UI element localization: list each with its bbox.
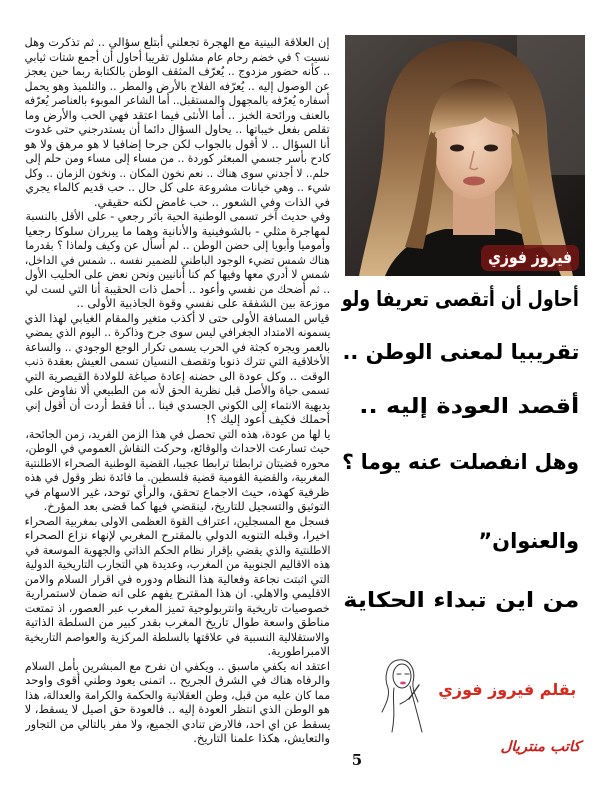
article-line [25, 702, 330, 717]
article-line-text: حلم.. لا أجدني سوى هناك .. نعم نخون المكان .. ونخون الزمان .. وكل [25, 165, 330, 180]
article-line-text: بالعنف ورائحة الخبز .. أما الأنثى فيما اعتقد فهي الحب والأرض وما [25, 107, 330, 122]
headline-line [342, 284, 579, 314]
page-number: 5 [351, 751, 363, 769]
magazine-logo [500, 736, 580, 758]
article-line-text: يسقط عن اي احد، فالارض تنادي الجميع، ولا مفر بالتالي من التجاور [25, 716, 330, 731]
article-line [25, 717, 330, 732]
article-line [25, 296, 330, 311]
article-line [25, 688, 330, 703]
article-line [25, 369, 330, 384]
article-line [25, 499, 330, 514]
article-line-text: شمس لا أدري معها وفيها كم كنا أنانيين ونحن نعض على الحليب الأول [25, 267, 330, 281]
author-portrait [345, 35, 585, 276]
article-line [25, 64, 330, 79]
article-line-text: الاطلنتية والذي يقضي بإقرار نظام الحكم الذاتي والجهوية الموسعة في [25, 542, 330, 557]
article-line [25, 180, 330, 195]
article-line-text: نسيت ؟ في خضم رحام عام مشلول تقريبا أحاول أن أجمع شتات ثيابي [25, 49, 330, 64]
article-line [25, 572, 330, 587]
author-sketch [378, 652, 428, 734]
article-paragraph [25, 514, 330, 659]
article-line-text: والاستقلالية النسبية في علاقتها بالسلطة المركزية والعواصم التاريخية [25, 629, 330, 644]
magazine-logo-text: كاتب منتريال [500, 739, 580, 755]
article-line-text: الاقليمي والاهلي. ان هذا المقترح يفهم على انه ضمان لاستمرارية [25, 586, 330, 600]
article-line-text: وفي حديث آخر تسمى الوطنية الحية بأثر رجعي - على الأقل بالنسبة [25, 209, 330, 223]
article-line-text: محوره قضيتان ترابطتا ترابطا عجيبا، القضية الوطنية الصحراء الاطلنتية [25, 455, 330, 470]
article-line [25, 311, 330, 326]
article-line-text: موزعة بين الشفقة على نفسي وقوة الجاذبية الأولى .. [76, 296, 330, 310]
article-line-text: بديهية الانتماء إلى الكوني الجسدي فينا .. أنا فقط أردت أن أقول إني [25, 397, 330, 412]
article-line [25, 528, 330, 543]
article-line [25, 673, 330, 688]
article-line-text: لمهاجرة مثلي - بالشوفينية والأنانية وهما ما يبرران سلوكا رجعيا [25, 223, 330, 238]
headline-line-text: وهل انفصلت عنه يوما ؟ [342, 450, 579, 474]
article-line-text: الأخلاقية التي تترك ذنوبا وتقصف النسيان تسمى العيش بعقدة ذنب [25, 354, 330, 368]
article-line-text: .. كأنه حضور مزدوج .. يُعرّف المثقف الوطن بالكتابة ربما حين يعجز [25, 64, 330, 78]
article-line [25, 659, 330, 674]
article-line-text: مناطق واسعة طوال تاريخ المغرب بقدر كبير من السلطة الذاتية [25, 615, 330, 629]
article-line-text: يسمونه الامتداد الجغرافي ليس سوى جرح وذاكرة .. اليوم الذي يمضي [25, 325, 330, 339]
article-line-text: يا لها من عودة، هذه التي تحصل في هذا الزمن الفريد، زمن الجائحة، [25, 426, 330, 441]
article-line [25, 398, 330, 413]
article-line [25, 412, 330, 427]
article-line [25, 108, 330, 123]
article-line [25, 325, 330, 340]
article-paragraph [25, 659, 330, 746]
article-line [25, 137, 330, 152]
article-line-text: فسجل مع المسجلين، اعتراف القوة العظمى الاولى بمغربية الصحراء [25, 513, 330, 528]
article-line-text: خصوصيات تاريخية وانتربولوجية تميز المغرب عبر العصور، اذ تمتعت [25, 600, 330, 615]
article-paragraph [25, 209, 330, 311]
article-line-text: مما كان عليه من قبل، وطن العقلانية والحكمة والكرامة والعدالة، هذا [25, 687, 330, 702]
headline-line [342, 391, 579, 421]
article-line [25, 224, 330, 239]
article-line-text: التوثيق والتسجيل للتاريخ، لينقضي فيها كما قضى بعد المؤرخ. [43, 499, 330, 513]
article-line [25, 630, 330, 645]
article-line-text: إن العلاقة البينية مع الهجرة تجعلني أبتلع سؤالي .. ثم تذكرت وهل [25, 35, 330, 49]
article-paragraph [25, 35, 330, 209]
article-line [25, 354, 330, 369]
article-line-text: شيء .. وهي خيانات مشروعة على كل حال .. حب قديم كالماء يجري [25, 180, 330, 194]
article-line [25, 209, 330, 224]
article-line [25, 644, 330, 659]
headline-line-text: تقريبيا لمعنى الوطن .. [342, 340, 579, 364]
article-line-text: والرفاه هناك في الشرق الجريح .. اتمنى يعود وطني أقوى واوحد [25, 673, 330, 687]
article-line [25, 340, 330, 355]
article-line-text: .. ثم أضحك من نفسي وأعود .. أحمل ذات الحقيبة أنا التي لست لي [25, 281, 330, 296]
article-line-text: اعتقد انه يكفي ماسبق .. ويكفي ان نفرح مع المبشرين بأمل السلام [25, 658, 330, 673]
article-line [25, 195, 330, 210]
article-line [25, 586, 330, 601]
article-line [25, 383, 330, 398]
article-line-text: المغربية، والقضية القومية قضية فلسطين. ما فائدة نظر وقول في هذه [25, 470, 330, 484]
article-line [25, 543, 330, 558]
article-line-text: أسفاره يُعرّفه بالمجهول والمستقبل.. أما الشاعر الموبوء بالعناصر يُعرّفه [25, 93, 330, 107]
headline-line-text: من اين تبداء الحكاية [342, 588, 579, 612]
photo-caption [481, 245, 579, 271]
headline-line [342, 526, 579, 556]
article-paragraph [25, 311, 330, 427]
article-line [25, 514, 330, 529]
headline-line-text: أحاول أن أتقصى تعريفا ولو [342, 287, 579, 311]
article-body [25, 35, 330, 746]
headline-line [342, 337, 579, 367]
article-line-text: اخيرا، وقبله التنويه الدولي بالمقترح المغربي لإنهاء نزاع الصحراء [25, 528, 330, 542]
article-line [25, 50, 330, 65]
author-photo [345, 35, 585, 276]
article-line-text: تسمى حياة والأصل قبل نظرية الحق لأنه من الطبيعي ألا نفاوض على [25, 383, 330, 397]
article-line [25, 470, 330, 485]
article-line [25, 601, 330, 616]
article-line [25, 35, 330, 50]
article-line-text: ظرفية كهذه، حيث الاجماع تحقق، والرأي توحد، غير الاسهام في [25, 484, 330, 499]
article-line-text: قياس المسافة الأولى حتى لا أكذب متغير والمقام الغيابي لهذا الذي [25, 310, 330, 325]
article-line [25, 427, 330, 442]
article-line-text: بالعمر ويجره كجثة في الحرب يسمى تكرار الوجع الوجودي .. والساعة [25, 339, 330, 354]
article-line [25, 557, 330, 572]
article-line-text: الامبراطورية. [267, 644, 330, 658]
article-line-text: هذه الاقاليم الجنوبية من المغرب، وعديدة هي التجارب التاريخية الدولية [25, 557, 330, 571]
headline-line-text: أقصد العودة إليه .. [358, 394, 579, 418]
article-line-text: كادح بأسر جسمي المبعثر كوردة .. من مساء إلى مساء ومن حلم إلى [25, 151, 330, 165]
article-line [25, 282, 330, 297]
article-line [25, 731, 330, 746]
article-line [25, 93, 330, 108]
article-line-text: هو الوطن الذي انتظر العودة إليه .. فالعودة حق اصيل لا يسقط، لا [25, 702, 330, 716]
author-byline [438, 679, 576, 701]
article-line [25, 456, 330, 471]
article-line-text: وأموميا وأبويا إلى حضن الوطن .. لم أسأل عن وكيف ولماذا ؟ بقدرما [25, 238, 330, 252]
article-line-text: أحملك فكيف أعود إليك ؟! [206, 412, 330, 426]
article-line [25, 615, 330, 630]
article-line [25, 267, 330, 282]
article-paragraph [25, 427, 330, 514]
photo-caption-text: فيروز فوزي [488, 248, 572, 268]
article-line [25, 166, 330, 181]
article-line [25, 151, 330, 166]
author-byline-text: بقلم فيروز فوزي [438, 680, 576, 699]
headline-line [342, 585, 579, 615]
article-line-text: حيث تسارعت الاحداث والوقائع، وحركت النقاش العمومي في الوطن، [25, 441, 330, 455]
article-line [25, 238, 330, 253]
article-line-text: تقلص بفعل خيباتها .. يحاول السؤال دائما أن يستدرجني حتى غدوت [25, 122, 330, 136]
article-line-text: في الذات وفي الشعور .. حب غامض لكنه حقيقي. [93, 194, 330, 209]
article-line [25, 122, 330, 137]
article-line-text: والتعايش، هكذا علمنا التاريخ. [193, 731, 330, 745]
article-line-text: أنا السؤال .. لا أقول بالجواب لكن جرحا إضافيا لا هو مرهق ولا هو [25, 136, 330, 151]
article-line-text: عن الوصول إليه .. يُعرّفه الفلاح بالأرض والمطر .. والتلميذ وهو يحمل [25, 78, 330, 93]
article-line [25, 485, 330, 500]
article-line [25, 79, 330, 94]
headline-line [342, 447, 579, 477]
headline-line-text: والعنوان” [478, 529, 579, 553]
article-line [25, 441, 330, 456]
article-line-text: التي اثبتت نجاعة وفعالية هذا النظام ودوره في اقرار السلام والامن [25, 571, 330, 586]
article-line-text: هناك شمس تضيء الوجود الباطني للضمير نفسه .. شمس في الداخل، [25, 252, 330, 267]
article-line-text: الوقت .. وكل عودة الى حضنه إعادة صياغة للولادة القيصرية التي [25, 368, 330, 383]
article-line [25, 253, 330, 268]
